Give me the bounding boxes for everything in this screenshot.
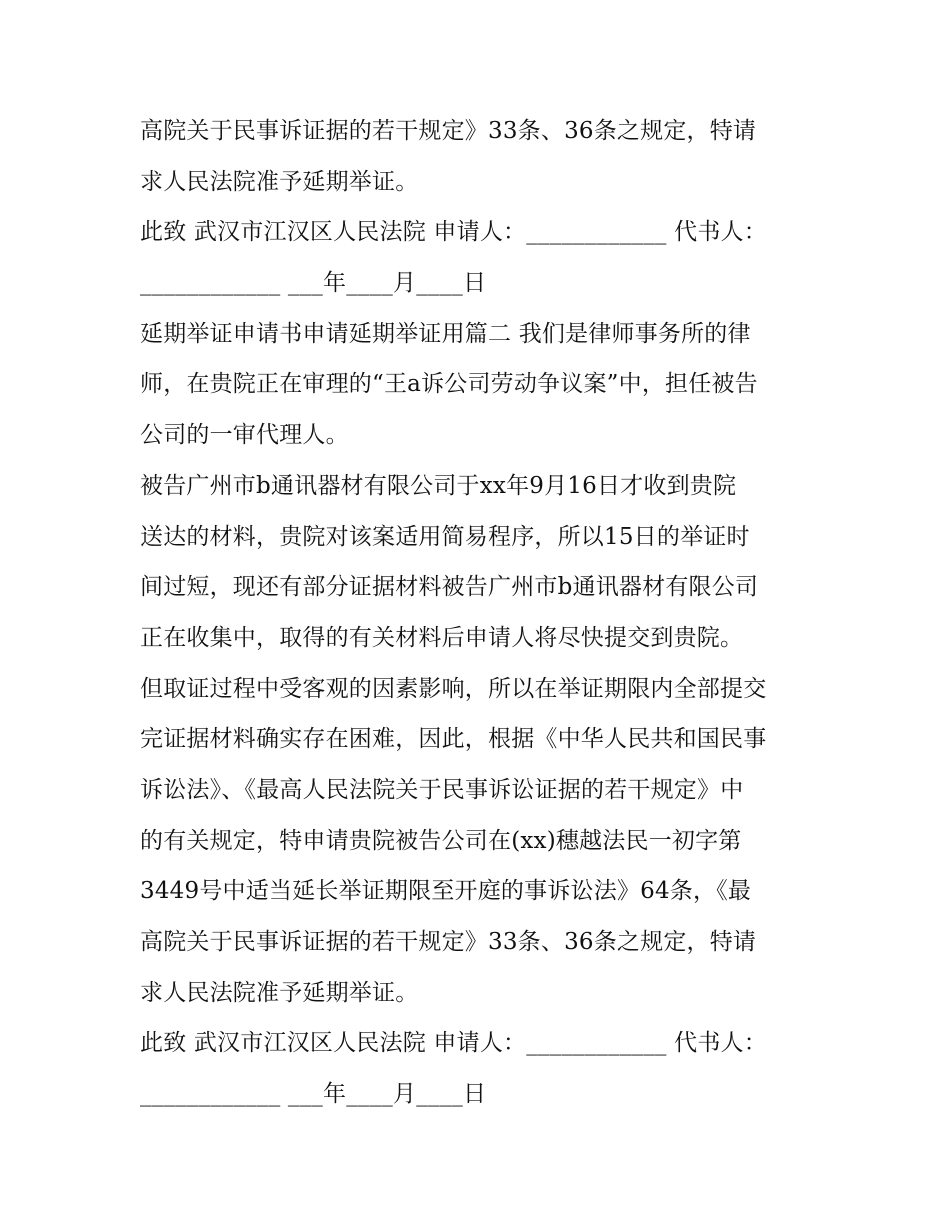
text-line: 间过短，现还有部分证据材料被告广州市b通讯器材有限公司 xyxy=(140,574,759,601)
text-line: 高院关于民事诉证据的若干规定》33条、36条之规定，特请 xyxy=(140,118,757,144)
text-line: 送达的材料，贵院对该案适用简易程序，所以15日的举证时 xyxy=(140,523,750,550)
text-line: 师，在贵院正在审理的“王a诉公司劳动争议案”中，担任被告 xyxy=(140,371,758,398)
text-line: ____________ ___年____月____日 xyxy=(140,270,487,297)
text-line: 此致 武汉市江汉区人民法院 申请人：____________ 代书人： xyxy=(140,1030,767,1057)
text-line: 高院关于民事诉证据的若干规定》33条、36条之规定，特请 xyxy=(140,929,757,955)
text-line: 公司的一审代理人。 xyxy=(140,422,349,449)
text-line: 3449号中适当延长举证期限至开庭的事诉讼法》64条，《最 xyxy=(140,878,752,905)
text-line: 求人民法院准予延期举证。 xyxy=(140,168,419,195)
text-line: 但取证过程中受客观的因素影响，所以在举证期限内全部提交 xyxy=(140,675,767,702)
document-page xyxy=(140,106,820,1120)
text-line: 延期举证申请书申请延期举证用篇二 我们是律师事务所的律 xyxy=(140,320,751,347)
text-line: 此致 武汉市江汉区人民法院 申请人：____________ 代书人： xyxy=(140,219,767,246)
text-line: 被告广州市b通讯器材有限公司于xx年9月16日才收到贵院 xyxy=(140,472,737,499)
text-line: ____________ ___年____月____日 xyxy=(140,1081,487,1108)
text-line: 的有关规定，特申请贵院被告公司在(xx)穗越法民一初字第 xyxy=(140,827,742,854)
text-line: 正在收集中，取得的有关材料后申请人将尽快提交到贵院。 xyxy=(140,624,744,651)
text-line: 求人民法院准予延期举证。 xyxy=(140,979,419,1006)
text-line: 完证据材料确实存在困难，因此，根据《中华人民共和国民事 xyxy=(140,726,767,753)
text-line: 诉讼法》、《最高人民法院关于民事诉讼证据的若干规定》中 xyxy=(140,776,744,803)
